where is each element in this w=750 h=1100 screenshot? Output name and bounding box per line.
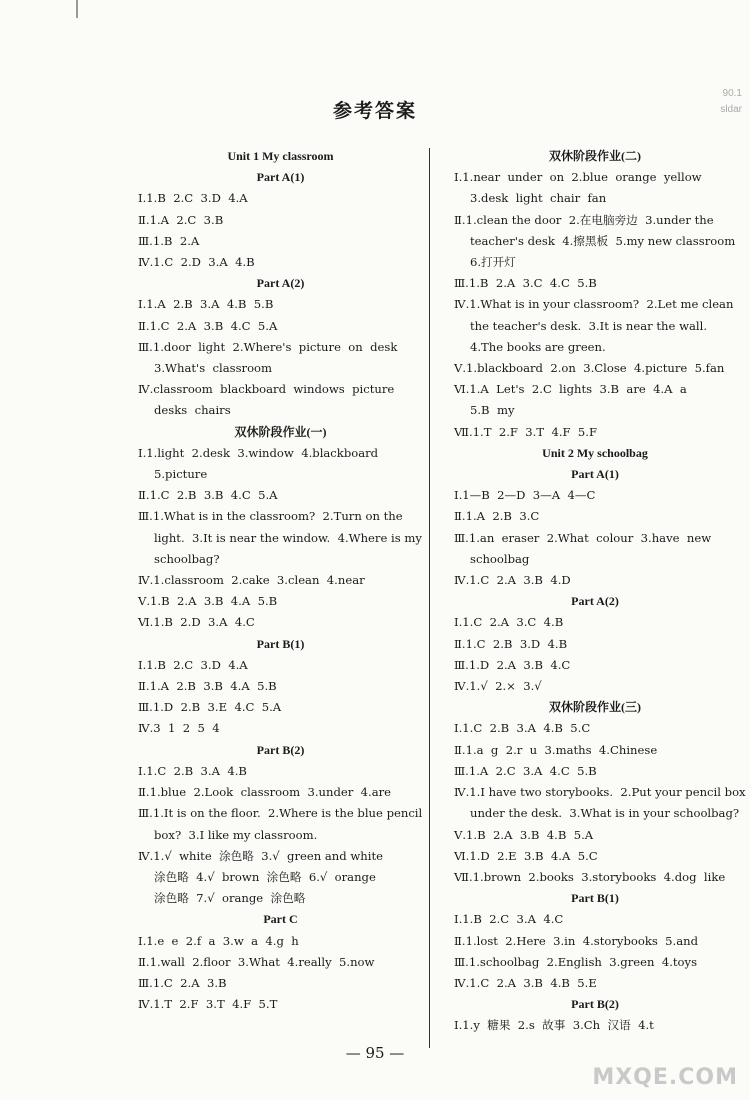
answer-line: Ⅰ.1.y 糖果 2.s 故事 3.Ch 汉语 4.t (454, 1018, 654, 1033)
answer-line: Ⅱ.1.A 2.C 3.B (138, 212, 224, 227)
answer-line: Ⅰ.1.C 2.A 3.C 4.B (454, 615, 564, 630)
answer-line: Ⅰ.1.e e 2.f a 3.w a 4.g h (138, 933, 299, 948)
answer-line-continuation: 5.picture (154, 467, 208, 482)
answer-line-continuation: 5.B my (470, 403, 515, 418)
answer-line: Ⅳ.3 1 2 5 4 (138, 721, 220, 736)
answer-line: Ⅳ.1.classroom 2.cake 3.clean 4.near (138, 573, 365, 588)
answer-line: Ⅲ.1.schoolbag 2.English 3.green 4.toys (454, 954, 698, 969)
answer-line: Ⅱ.1.blue 2.Look classroom 3.under 4.are (138, 785, 392, 800)
answer-line-continuation: teacher's desk 4.擦黑板 5.my new classroom (470, 233, 736, 248)
answer-line: Ⅰ.1.A 2.B 3.A 4.B 5.B (138, 297, 274, 312)
answer-line: Ⅱ.1.C 2.A 3.B 4.C 5.A (138, 318, 278, 333)
page-number: — 95 — (345, 1044, 405, 1062)
answer-line-continuation: the teacher's desk. 3.It is near the wall. (470, 318, 708, 333)
answer-line: Ⅲ.1.an eraser 2.What colour 3.have new (454, 530, 712, 545)
page-title: 参考答案 (332, 100, 417, 122)
answer-line: Ⅰ.1.light 2.desk 3.window 4.blackboard (138, 445, 379, 460)
answer-line: Ⅳ.1.C 2.A 3.B 4.B 5.E (454, 975, 597, 990)
section-heading: Part A(1) (256, 170, 305, 185)
answer-line: Ⅵ.1.A Let's 2.C lights 3.B are 4.A a (454, 382, 687, 397)
section-heading: Part A(1) (571, 467, 619, 482)
corner-text-2: sldar (720, 104, 742, 115)
answer-line: Ⅳ.1.√ 2.× 3.√ (454, 679, 542, 694)
answer-line: Ⅱ.1.a g 2.r u 3.maths 4.Chinese (454, 742, 658, 757)
answer-line-continuation: box? 3.I like my classroom. (154, 827, 318, 842)
answer-line: Ⅴ.1.B 2.A 3.B 4.A 5.B (138, 594, 278, 609)
answer-line-continuation: 6.打开灯 (470, 255, 516, 270)
answer-line-continuation: 3.desk light chair fan (470, 191, 607, 206)
answer-line: Ⅲ.1.A 2.C 3.A 4.C 5.B (454, 763, 597, 778)
answer-line: Ⅱ.1.wall 2.floor 3.What 4.really 5.now (138, 954, 375, 969)
corner-text-1: 90.1 (722, 88, 742, 99)
answer-line: Ⅰ.1—B 2—D 3—A 4—C (454, 488, 596, 503)
section-heading: Part B(2) (571, 997, 619, 1012)
answer-line: Ⅳ.classroom blackboard windows picture (138, 382, 395, 397)
answer-line: Ⅳ.1.C 2.D 3.A 4.B (138, 255, 255, 270)
answer-line: Ⅱ.1.lost 2.Here 3.in 4.storybooks 5.and (454, 933, 699, 948)
answer-line-continuation: light. 3.It is near the window. 4.Where is my (154, 530, 422, 545)
answer-line: Ⅲ.1.B 2.A 3.C 4.C 5.B (454, 276, 597, 291)
answer-line: Ⅳ.1.√ white 涂色略 3.√ green and white (138, 848, 383, 863)
answer-line-continuation: 3.What's classroom (154, 361, 273, 376)
answer-line: Ⅵ.1.D 2.E 3.B 4.A 5.C (454, 848, 598, 863)
answer-line: Ⅴ.1.blackboard 2.on 3.Close 4.picture 5.fan (454, 361, 725, 376)
section-heading: Unit 1 My classroom (227, 149, 334, 163)
section-heading: Part B(2) (256, 742, 305, 757)
answer-line-continuation: schoolbag (470, 551, 530, 566)
answer-line: Ⅴ.1.B 2.A 3.B 4.B 5.A (454, 827, 594, 842)
answer-line: Ⅱ.1.A 2.B 3.B 4.A 5.B (138, 679, 277, 694)
answer-line: Ⅰ.1.C 2.B 3.A 4.B 5.C (454, 721, 591, 736)
answer-line: Ⅰ.1.near under on 2.blue orange yellow (454, 170, 702, 185)
answer-line: Ⅲ.1.It is on the floor. 2.Where is the blue pencil (138, 806, 423, 821)
column-divider (429, 148, 430, 1048)
answer-line-continuation: schoolbag? (154, 551, 220, 566)
answer-line: Ⅲ.1.What is in the classroom? 2.Turn on the (138, 509, 403, 524)
watermark-logo: MXQE.COM (592, 1065, 738, 1090)
answer-line: Ⅶ.1.brown 2.books 3.storybooks 4.dog like (454, 869, 726, 884)
answer-line: Ⅰ.1.C 2.B 3.A 4.B (138, 763, 247, 778)
section-heading: Part A(2) (256, 276, 305, 291)
answer-line: Ⅲ.1.D 2.B 3.E 4.C 5.A (138, 700, 282, 715)
answer-line: Ⅲ.1.door light 2.Where's picture on desk (138, 339, 398, 354)
answer-line: Ⅳ.1.C 2.A 3.B 4.D (454, 573, 571, 588)
answer-line: Ⅰ.1.B 2.C 3.A 4.C (454, 912, 564, 927)
answer-line: Ⅰ.1.B 2.C 3.D 4.A (138, 191, 248, 206)
answer-line: Ⅶ.1.T 2.F 3.T 4.F 5.F (454, 424, 598, 439)
section-heading: 双休阶段作业(二) (549, 149, 641, 163)
answer-line-continuation: under the desk. 3.What is in your schoolbag? (470, 806, 740, 821)
answer-line: Ⅱ.1.clean the door 2.在电脑旁边 3.under the (454, 212, 714, 227)
section-heading: 双休阶段作业(一) (234, 424, 327, 439)
answer-line: Ⅵ.1.B 2.D 3.A 4.C (138, 615, 255, 630)
answer-line: Ⅱ.1.A 2.B 3.C (454, 509, 540, 524)
right-answer-column (454, 146, 746, 1037)
answer-line: Ⅳ.1.T 2.F 3.T 4.F 5.T (138, 997, 278, 1012)
left-answer-column (138, 146, 423, 1015)
answer-line: Ⅲ.1.B 2.A (138, 233, 200, 248)
answer-line-continuation: 涂色略 4.√ brown 涂色略 6.√ orange (154, 869, 376, 884)
section-heading: Part B(1) (571, 891, 619, 906)
answer-line-continuation: 涂色略 7.√ orange 涂色略 (154, 891, 306, 906)
answer-line: Ⅰ.1.B 2.C 3.D 4.A (138, 657, 248, 672)
section-heading: Unit 2 My schoolbag (542, 445, 648, 460)
section-heading: Part C (263, 912, 298, 927)
answer-line: Ⅳ.1.I have two storybooks. 2.Put your pencil box (454, 785, 746, 800)
answer-line: Ⅲ.1.D 2.A 3.B 4.C (454, 657, 571, 672)
answer-line: Ⅲ.1.C 2.A 3.B (138, 975, 227, 990)
binding-mark (76, 0, 78, 18)
answer-line: Ⅳ.1.What is in your classroom? 2.Let me clean (454, 297, 734, 312)
section-heading: Part B(1) (256, 636, 305, 651)
section-heading: Part A(2) (571, 594, 619, 609)
section-heading: 双休阶段作业(三) (549, 700, 641, 715)
answer-line: Ⅱ.1.C 2.B 3.B 4.C 5.A (138, 488, 278, 503)
answer-line-continuation: 4.The books are green. (470, 339, 606, 354)
answer-line: Ⅱ.1.C 2.B 3.D 4.B (454, 636, 568, 651)
answer-line-continuation: desks chairs (154, 403, 231, 418)
